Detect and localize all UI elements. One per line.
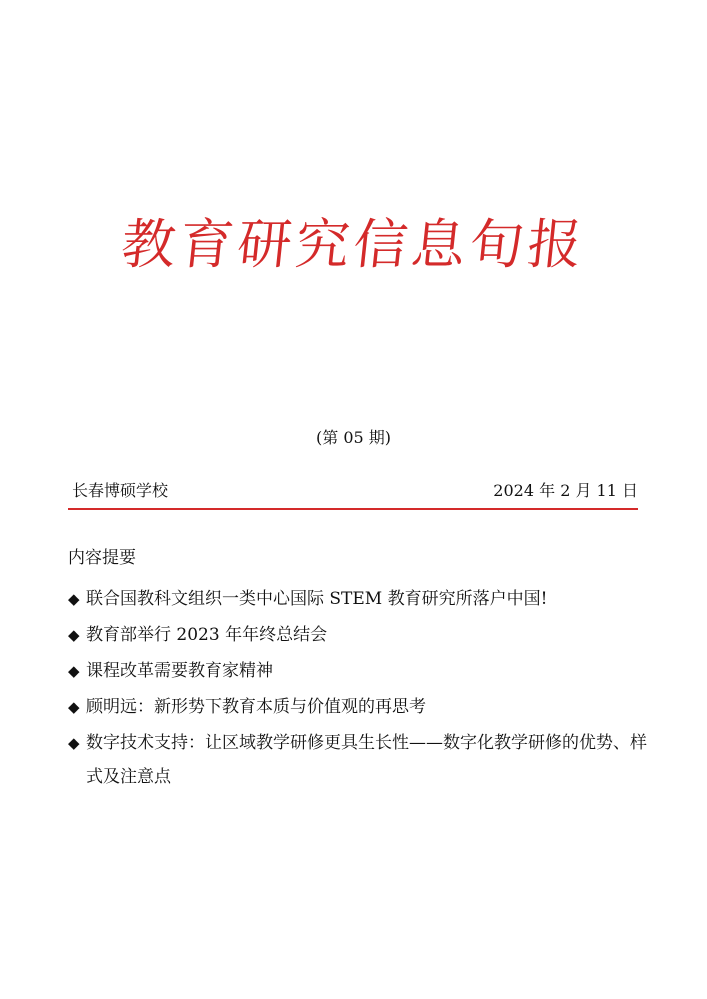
masthead-title: 教育研究信息旬报 xyxy=(118,213,589,276)
diamond-bullet-icon: ◆ xyxy=(68,590,80,608)
school-name: 长春博硕学校 xyxy=(72,481,169,500)
toc-item-text: 联合国教科文组织一类中心国际 STEM 教育研究所落户中国! xyxy=(86,589,548,609)
toc-item-text: 教育部举行 2023 年年终总结会 xyxy=(86,625,328,645)
toc-heading: 内容提要 xyxy=(68,548,136,568)
toc-item-text: 数字技术支持：让区域教学研修更具生长性——数字化教学研修的优势、样式及注意点 xyxy=(86,733,647,787)
toc-item xyxy=(68,618,648,652)
toc-item-text: 顾明远：新形势下教育本质与价值观的再思考 xyxy=(86,697,426,717)
toc-item xyxy=(68,582,648,616)
red-divider xyxy=(68,508,638,510)
toc-list xyxy=(68,582,648,796)
toc-item-text: 课程改革需要教育家精神 xyxy=(86,661,273,681)
toc-item xyxy=(68,726,648,794)
diamond-bullet-icon: ◆ xyxy=(68,698,80,716)
toc-item xyxy=(68,654,648,688)
toc-item xyxy=(68,690,648,724)
diamond-bullet-icon: ◆ xyxy=(68,662,80,680)
publish-date: 2024 年 2 月 11 日 xyxy=(493,481,638,500)
issue-number: (第 05 期) xyxy=(315,428,392,447)
diamond-bullet-icon: ◆ xyxy=(68,626,80,644)
diamond-bullet-icon: ◆ xyxy=(68,734,80,752)
publisher-row xyxy=(72,479,638,503)
